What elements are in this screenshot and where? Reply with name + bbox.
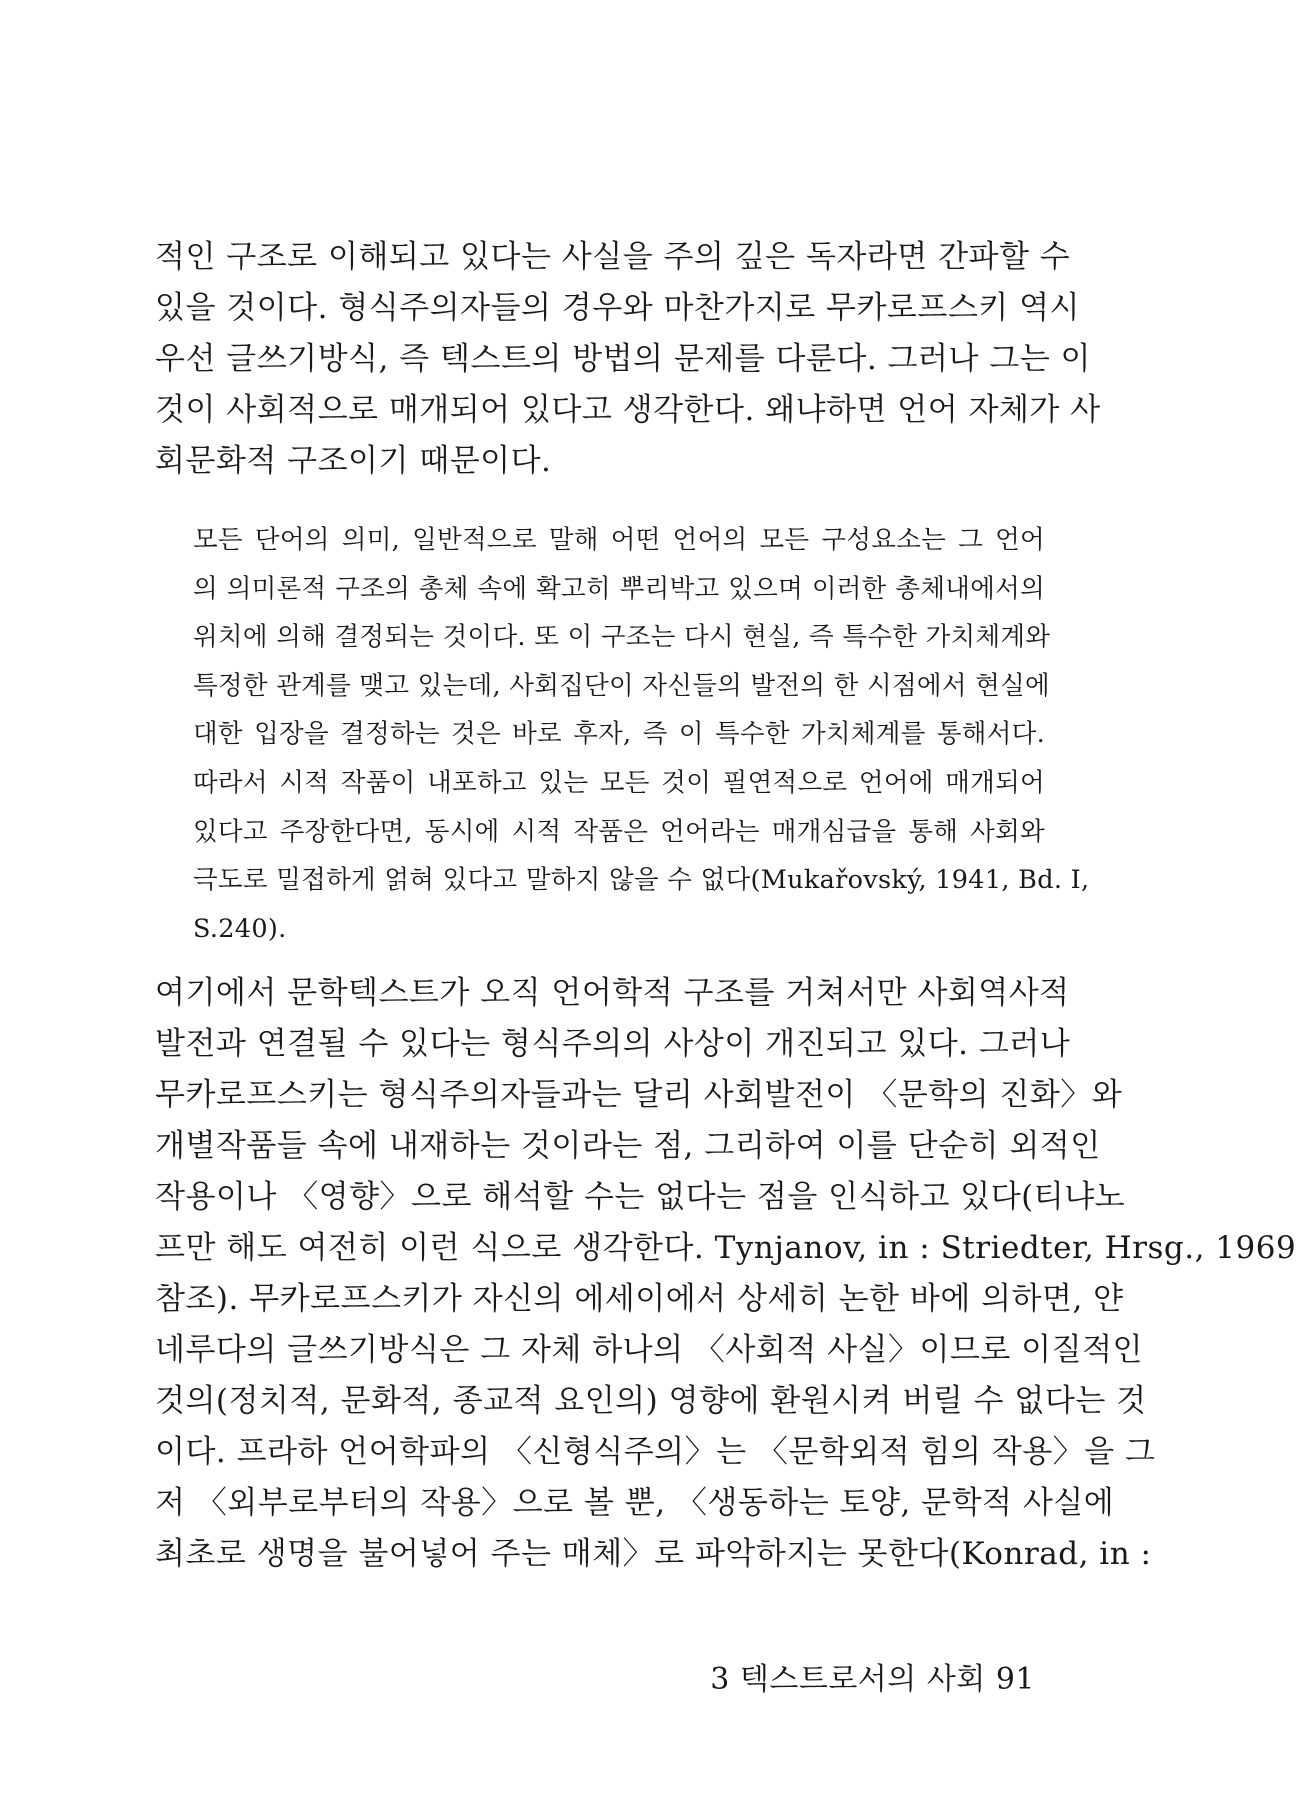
text-line: 있을 것이다. 형식주의자들의 경우와 마찬가지로 무카로프스키 역시: [155, 290, 1080, 326]
chapter-number: 3: [710, 1662, 730, 1697]
text-line: 발전과 연결될 수 있다는 형식주의의 사상이 개진되고 있다. 그러나: [155, 1026, 1071, 1062]
text-line: 참조). 무카로프스키가 자신의 에세이에서 상세히 논한 바에 의하면, 얀: [155, 1281, 1124, 1317]
text-line: 회문화적 구조이기 때문이다.: [155, 443, 552, 479]
text-line: 프만 해도 여전히 이런 식으로 생각한다. Tynjanov, in : Striedter, Hrsg., 1969: [155, 1230, 1296, 1266]
quote-line: 극도로 밀접하게 얽혀 있다고 말하지 않을 수 없다(Mukařovský, 1941, Bd. I,: [193, 865, 1090, 896]
quote-line: S.240).: [193, 913, 287, 944]
page-number: 91: [995, 1662, 1035, 1697]
page-footer: [710, 1660, 1035, 1700]
text-line: 네루다의 글쓰기방식은 그 자체 하나의 〈사회적 사실〉이므로 이질적인: [155, 1332, 1143, 1368]
quote-line: 모든 단어의 의미, 일반적으로 말해 어떤 언어의 모든 구성요소는 그 언어: [193, 525, 1045, 555]
text-line: 무카로프스키는 형식주의자들과는 달리 사회발전이 〈문학의 진화〉와: [155, 1077, 1123, 1113]
quote-line: 위치에 의해 결정되는 것이다. 또 이 구조는 다시 현실, 즉 특수한 가치체계와: [193, 622, 1051, 653]
text-line: 작용이나 〈영향〉으로 해석할 수는 없다는 점을 인식하고 있다(티냐노: [155, 1179, 1126, 1215]
text-line: 우선 글쓰기방식, 즉 텍스트의 방법의 문제를 다룬다. 그러나 그는 이: [155, 341, 1091, 377]
text-line: 것의(정치적, 문화적, 종교적 요인의) 영향에 환원시켜 버릴 수 없다는 것: [155, 1383, 1147, 1419]
quote-line: 있다고 주장한다면, 동시에 시적 작품은 언어라는 매개심급을 통해 사회와: [193, 816, 1045, 847]
body-paragraph-1: [155, 232, 1101, 487]
text-line: 것이 사회적으로 매개되어 있다고 생각한다. 왜냐하면 언어 자체가 사: [155, 392, 1101, 428]
chapter-title: 텍스트로서의 사회: [739, 1662, 986, 1697]
text-line: 개별작품들 속에 내재하는 것이라는 점, 그리하여 이를 단순히 외적인: [155, 1128, 1101, 1164]
text-line: 적인 구조로 이해되고 있다는 사실을 주의 깊은 독자라면 간파할 수: [155, 239, 1071, 275]
quote-line: 따라서 시적 작품이 내포하고 있는 모든 것이 필연적으로 언어에 매개되어: [193, 767, 1045, 798]
text-line: 최초로 생명을 불어넣어 주는 매체〉로 파악하지는 못한다(Konrad, in :: [155, 1536, 1152, 1572]
quote-line: 의 의미론적 구조의 총체 속에 확고히 뿌리박고 있으며 이러한 총체내에서의: [193, 573, 1045, 604]
text-line: 여기에서 문학텍스트가 오직 언어학적 구조를 거쳐서만 사회역사적: [155, 975, 1070, 1011]
quote-line: 특정한 관계를 맺고 있는데, 사회집단이 자신들의 발전의 한 시점에서 현실에: [193, 670, 1050, 701]
text-line: 저 〈외부로부터의 작용〉으로 볼 뿐, 〈생동하는 토양, 문학적 사실에: [155, 1485, 1115, 1521]
block-quote: [193, 516, 1090, 953]
quote-line: 대한 입장을 결정하는 것은 바로 후자, 즉 이 특수한 가치체계를 통해서다.: [193, 719, 1045, 750]
text-line: 이다. 프라하 언어학파의 〈신형식주의〉는 〈문학외적 힘의 작용〉을 그: [155, 1434, 1156, 1470]
body-paragraph-2: [155, 968, 1296, 1580]
